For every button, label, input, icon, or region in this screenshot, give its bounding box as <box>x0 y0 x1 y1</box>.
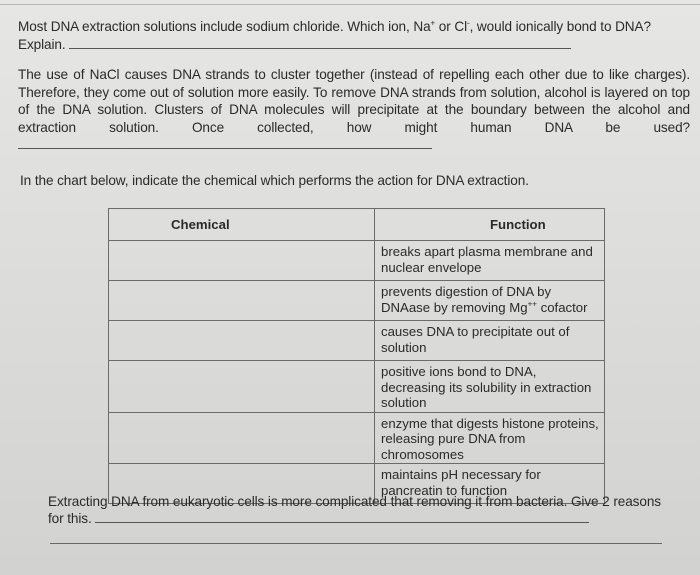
table-row <box>109 241 605 281</box>
function-cell: breaks apart plasma membrane and nuclear envelope <box>375 241 605 281</box>
table-row <box>109 321 605 361</box>
question-ion-bonding: Most DNA extraction solutions include sodium chloride. Which ion, Na+ or Cl-, would ionically bond to DNA? Explain. <box>18 18 651 52</box>
function-cell: maintains pH necessary for pancreatin to function <box>375 464 605 504</box>
table-row <box>109 281 605 321</box>
header-function: Function <box>375 209 605 241</box>
table-row <box>109 361 605 413</box>
answer-blank-3[interactable] <box>95 512 589 523</box>
answer-line-4[interactable] <box>50 543 662 544</box>
chart-instruction: In the chart below, indicate the chemical which performs the action for DNA extraction. <box>20 173 529 188</box>
chemical-answer-cell[interactable] <box>109 412 375 464</box>
table-header-row <box>109 209 605 241</box>
paragraph-nacl-explanation: The use of NaCl causes DNA strands to cluster together (instead of repelling each other due to like charges). Therefore, they come out of solution more easily. To remove DNA strands from solution, alcohol is layered on top of the DNA solution. Clusters of DNA molecules will precipitate at the boundary between the alcohol and extraction solution. Once collected, how might human DNA be used? <box>18 66 690 154</box>
header-chemical: Chemical <box>109 209 375 241</box>
answer-blank-1[interactable] <box>69 38 571 49</box>
function-cell: enzyme that digests histone proteins, releasing pure DNA from chromosomes <box>375 412 605 464</box>
function-cell: positive ions bond to DNA, decreasing its solubility in extraction solution <box>375 361 605 413</box>
chemical-function-table <box>108 208 605 504</box>
table-row <box>109 412 605 464</box>
function-cell: causes DNA to precipitate out of solution <box>375 321 605 361</box>
function-cell: prevents digestion of DNA by DNAase by removing Mg++ cofactor <box>375 281 605 321</box>
top-divider <box>0 4 700 5</box>
question-eukaryotic-extraction: Extracting DNA from eukaryotic cells is more complicated that removing it from bacteria. Give 2 reasons for this. <box>48 494 661 526</box>
chemical-answer-cell[interactable] <box>109 281 375 321</box>
chemical-answer-cell[interactable] <box>109 361 375 413</box>
chemical-answer-cell[interactable] <box>109 241 375 281</box>
chemical-answer-cell[interactable] <box>109 321 375 361</box>
answer-blank-2[interactable] <box>18 138 432 149</box>
